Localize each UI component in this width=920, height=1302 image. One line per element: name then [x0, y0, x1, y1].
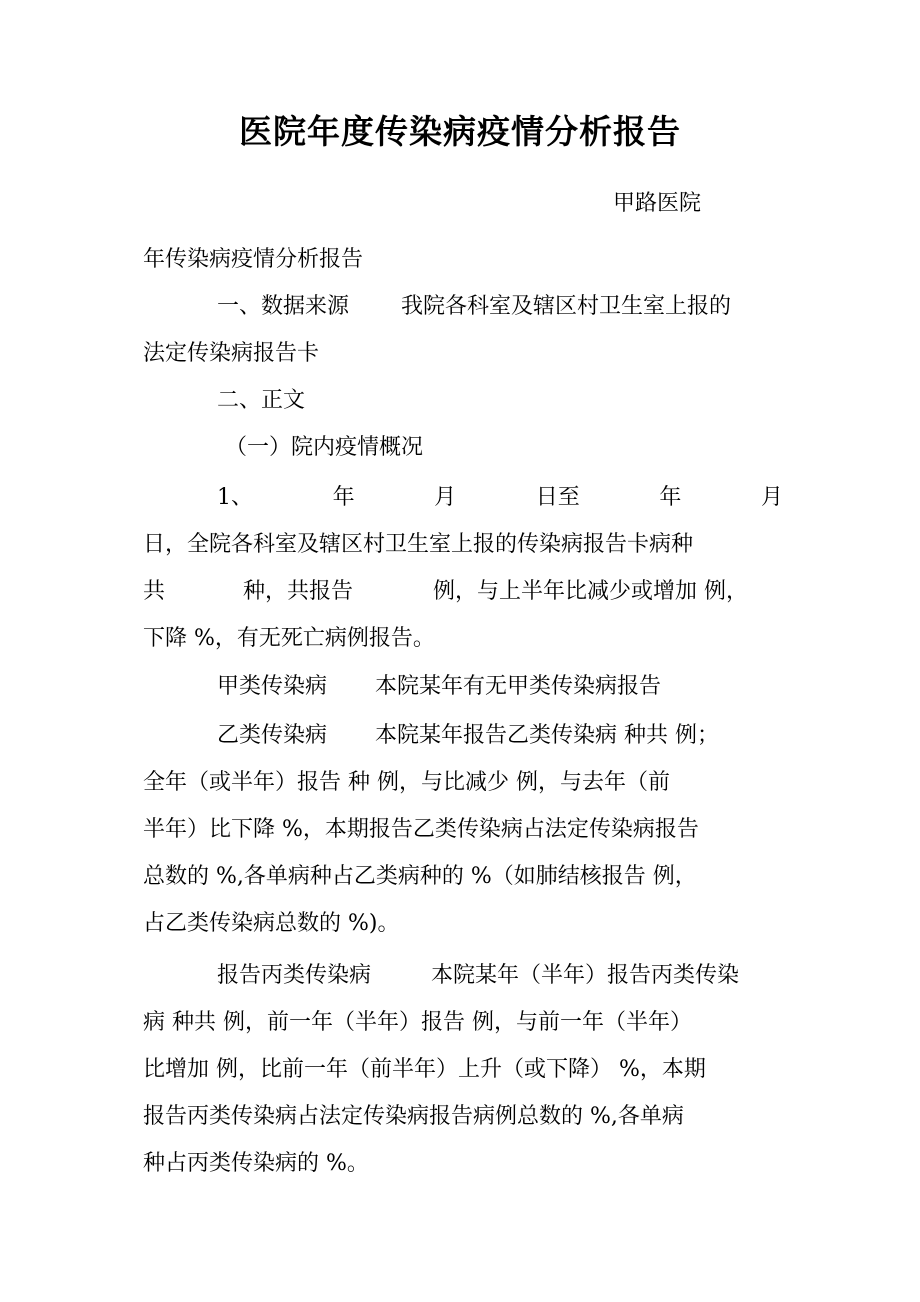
- paragraph-token: 共: [143, 579, 166, 604]
- paragraph-line: 比增加 例，比前一年（前半年）上升（或下降） %，本期: [143, 1057, 706, 1082]
- subsection-heading: [143, 424, 783, 471]
- document-title: 医院年度传染病疫情分析报告: [239, 112, 681, 151]
- section-text: 我院各科室及辖区村卫生室上报的: [401, 294, 732, 319]
- section-body-heading: [143, 377, 783, 424]
- paragraph-line: 总数的 %,各单病种占乙类病种的 %（如肺结核报告 例，: [143, 864, 697, 889]
- class-label: 报告丙类传染病: [217, 963, 372, 988]
- date-token: 日至: [535, 485, 580, 510]
- date-token: 1、: [217, 485, 253, 510]
- class-text: 本院某年（半年）报告丙类传染: [431, 963, 740, 988]
- class-text: 本院某年有无甲类传染病报告: [375, 674, 662, 699]
- class-label: 乙类传染病: [217, 723, 328, 748]
- paragraph-class-a: [143, 663, 783, 710]
- paragraph-line: 病 种共 例，前一年（半年）报告 例，与前一年（半年）: [143, 1010, 692, 1035]
- paragraph-line: 占乙类传染病总数的 %)。: [143, 911, 400, 936]
- subtitle: 年传染病疫情分析报告: [143, 247, 364, 272]
- date-token: 月: [760, 485, 783, 510]
- hospital-name: 甲路医院: [613, 191, 702, 216]
- paragraph-line: 下降 %，有无死亡病例报告。: [143, 626, 435, 651]
- subsection-title: （一）院内疫情概况: [225, 435, 424, 460]
- subtitle-paragraph: [143, 236, 783, 283]
- date-token: 年: [332, 485, 355, 510]
- section-data-source: [143, 283, 783, 377]
- date-token: 月: [434, 485, 457, 510]
- class-label: 甲类传染病: [217, 674, 328, 699]
- section-text-continued: 法定传染病报告卡: [143, 341, 320, 366]
- paragraph-class-b: [143, 712, 783, 947]
- paragraph-line: 日，全院各科室及辖区村卫生室上报的传染病报告卡病种: [143, 532, 694, 557]
- paragraph-token: 例，与上半年比减少或增加 例，: [433, 579, 749, 604]
- paragraph-line: 半年）比下降 %，本期报告乙类传染病占法定传染病报告: [143, 817, 699, 842]
- date-token: 年: [659, 485, 682, 510]
- paragraph-line: 全年（或半年）报告 种 例，与比减少 例，与去年（前: [143, 770, 670, 795]
- paragraph-overview: [143, 474, 783, 662]
- paragraph-token: 种，共报告: [243, 579, 354, 604]
- section-heading: 二、正文: [217, 388, 306, 413]
- paragraph-line: 报告丙类传染病占法定传染病报告病例总数的 %,各单病: [143, 1104, 684, 1129]
- paragraph-line: 种占丙类传染病的 %。: [143, 1151, 369, 1176]
- paragraph-class-c: [143, 952, 783, 1187]
- class-text: 本院某年报告乙类传染病 种共 例；: [375, 723, 720, 748]
- section-heading: 一、数据来源: [217, 294, 350, 319]
